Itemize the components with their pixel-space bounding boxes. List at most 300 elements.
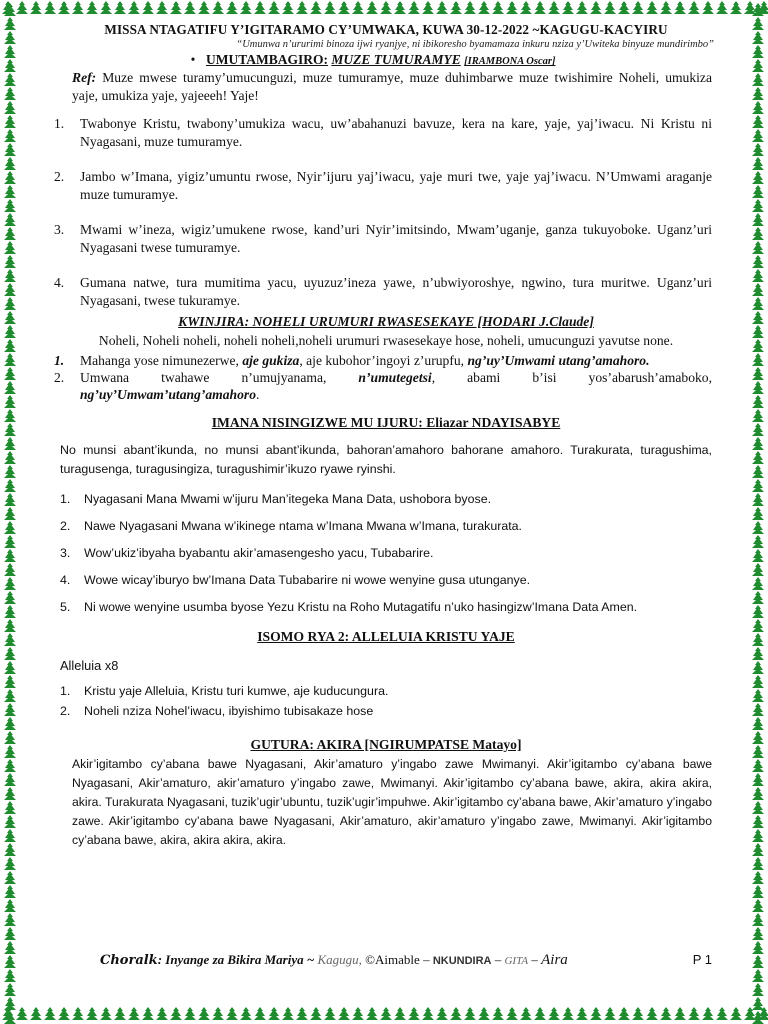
tree-icon (702, 1, 714, 14)
tree-icon (752, 185, 764, 198)
tree-icon (4, 3, 16, 16)
tree-icon (450, 1007, 462, 1020)
section-kwinjira-heading (60, 314, 712, 330)
tree-icon (4, 521, 16, 534)
bullet-icon: • (190, 52, 196, 67)
tree-icon (422, 1007, 434, 1020)
tree-icon (688, 1, 700, 14)
tree-icon (752, 465, 764, 478)
tree-icon (324, 1, 336, 14)
tree-icon (752, 451, 764, 464)
tree-icon (752, 269, 764, 282)
tree-icon (752, 983, 764, 996)
item-text: , aje kubohor’ingoyi z’urupfu, (299, 353, 468, 368)
tree-icon (548, 1, 560, 14)
tree-icon (4, 675, 16, 688)
tree-icon (752, 255, 764, 268)
tree-icon (4, 213, 16, 226)
tree-icon (752, 199, 764, 212)
tree-icon (752, 549, 764, 562)
tree-icon (752, 787, 764, 800)
tree-icon (632, 1007, 644, 1020)
tree-icon (4, 283, 16, 296)
tree-icon (310, 1007, 322, 1020)
document-title: MISSA NTAGATIFU Y’IGITARAMO CY’UMWAKA, KUWA 30-12-2022 ~KAGUGU-KACYIRU (104, 22, 668, 37)
tree-icon (408, 1007, 420, 1020)
tree-icon (4, 927, 16, 940)
tree-icon (752, 997, 764, 1010)
tree-icon (128, 1, 140, 14)
tree-icon (4, 297, 16, 310)
list-item (60, 572, 712, 588)
tree-icon (4, 311, 16, 324)
tree-icon (752, 731, 764, 744)
tree-icon (4, 395, 16, 408)
tree-icon (4, 857, 16, 870)
section-umutambagiro-heading (60, 52, 712, 68)
tree-icon (478, 1007, 490, 1020)
tree-icon (4, 31, 16, 44)
tree-icon (380, 1007, 392, 1020)
item-number: 2. (60, 519, 71, 533)
tree-icon (492, 1007, 504, 1020)
footer-copyright: ©Aimable – (365, 952, 430, 967)
tree-icon (752, 675, 764, 688)
tree-icon (752, 703, 764, 716)
tree-icon (184, 1007, 196, 1020)
tree-icon (338, 1007, 350, 1020)
song-author: [IRAMBONA Oscar] (464, 56, 556, 67)
tree-icon (240, 1007, 252, 1020)
item-text: Gumana natwe, tura mumitima yacu, uyuzuz’ineza yawe, n’ubwiyoroshye, ngwino, tura muritwe. Uganz’uri Nyagasani, twese tukuramye. (80, 275, 712, 308)
tree-icon (752, 843, 764, 856)
tree-icon (4, 87, 16, 100)
tree-icon (268, 1007, 280, 1020)
tree-icon (548, 1007, 560, 1020)
footer-aira: Aira (541, 952, 568, 968)
item-number: 1. (60, 684, 71, 698)
item-number: 1. (60, 492, 71, 506)
tree-icon (752, 969, 764, 982)
tree-icon (4, 143, 16, 156)
tree-icon (4, 549, 16, 562)
item-emphasis: n’umutegetsi (358, 370, 432, 385)
section-heading-text: KWINJIRA: NOHELI URUMURI RWASESEKAYE [HODARI J.Claude] (178, 314, 594, 329)
item-number: 2. (54, 169, 65, 184)
tree-icon (30, 1007, 42, 1020)
tree-icon (4, 703, 16, 716)
tree-icon (562, 1007, 574, 1020)
tree-icon (752, 395, 764, 408)
list-item (54, 274, 712, 310)
item-text: Twabonye Kristu, twabony’umukiza wacu, uw’abahanuzi bavuze, kera na kare, yaje, yaj’iwacu. Ni Kristu ni Nyagasani, muze tumuramye. (80, 116, 712, 149)
tree-icon (752, 157, 764, 170)
tree-icon (4, 423, 16, 436)
tree-icon (4, 269, 16, 282)
tree-icon (128, 1007, 140, 1020)
tree-icon (4, 339, 16, 352)
item-number: 3. (60, 546, 71, 560)
tree-icon (576, 1, 588, 14)
item-text: Nawe Nyagasani Mwana w’ikinege ntama w’Imana Mwana w’Imana, turakurata. (84, 519, 523, 533)
tree-icon (520, 1, 532, 14)
tree-icon (464, 1007, 476, 1020)
list-item (60, 545, 712, 561)
tree-icon (4, 801, 16, 814)
tree-icon (4, 353, 16, 366)
tree-icon (4, 129, 16, 142)
item-text: Wow’ukiz’ibyaha byabantu akir’amasengesho yacu, Tubabarire. (84, 546, 434, 560)
tree-icon (752, 493, 764, 506)
document-subtitle: “Umunwa n’ururimi binoza ijwi ryanjye, ni ibikoresho byamamaza inkuru nziza y’Uwiteka binyuze mundirimbo” (236, 39, 714, 50)
tree-icon (752, 507, 764, 520)
tree-icon (752, 521, 764, 534)
tree-icon (752, 689, 764, 702)
tree-icon (4, 633, 16, 646)
tree-icon (702, 1007, 714, 1020)
section-isomo-heading (60, 629, 712, 645)
tree-icon (4, 689, 16, 702)
tree-icon (752, 857, 764, 870)
imana-list (60, 491, 712, 615)
item-text: Ni wowe wenyine usumba byose Yezu Kristu na Roho Mutagatifu n’uko hasingizw’Imana Data Amen. (84, 600, 638, 614)
tree-icon (436, 1007, 448, 1020)
tree-icon (380, 1, 392, 14)
section-gutura-heading (60, 737, 712, 753)
list-item (54, 168, 712, 204)
tree-icon (4, 605, 16, 618)
tree-icon (4, 199, 16, 212)
tree-icon (492, 1, 504, 14)
footer-gita: GITA (504, 955, 529, 967)
tree-icon (752, 31, 764, 44)
verse-list (54, 115, 712, 310)
tree-icon (86, 1007, 98, 1020)
tree-icon (752, 535, 764, 548)
tree-icon (4, 843, 16, 856)
tree-icon (4, 185, 16, 198)
tree-icon (752, 591, 764, 604)
list-item (60, 683, 712, 699)
tree-icon (752, 129, 764, 142)
tree-icon (44, 1, 56, 14)
tree-icon (752, 437, 764, 450)
tree-icon (4, 815, 16, 828)
tree-icon (100, 1, 112, 14)
item-text: Wowe wicay’iburyo bw’Imana Data Tubabarire ni wowe wenyine gusa utunganye. (84, 573, 531, 587)
tree-icon (752, 773, 764, 786)
tree-icon (660, 1, 672, 14)
tree-icon (310, 1, 322, 14)
tree-icon (114, 1007, 126, 1020)
tree-icon (752, 171, 764, 184)
tree-icon (240, 1, 252, 14)
item-number: 5. (60, 600, 71, 614)
page-footer (100, 952, 712, 969)
tree-icon (534, 1, 546, 14)
tree-icon (4, 885, 16, 898)
tree-icon (752, 1011, 764, 1024)
tree-icon (752, 941, 764, 954)
item-text: , abami b’isi yos’abarush’amaboko, (431, 370, 713, 385)
tree-icon (4, 591, 16, 604)
footer-nkundira: NKUNDIRA (432, 955, 492, 967)
tree-icon (4, 647, 16, 660)
tree-icon (576, 1007, 588, 1020)
tree-icon (752, 101, 764, 114)
tree-icon (170, 1007, 182, 1020)
tree-icon (296, 1007, 308, 1020)
tree-icon (4, 997, 16, 1010)
item-number: 3. (54, 222, 65, 237)
tree-icon (716, 1, 728, 14)
item-text: Umwana twahawe n’umujyanama, (80, 370, 359, 385)
tree-icon (4, 367, 16, 380)
list-item (54, 352, 712, 369)
tree-icon (212, 1007, 224, 1020)
tree-icon (4, 535, 16, 548)
item-number: 2. (60, 704, 71, 718)
tree-icon (752, 927, 764, 940)
isomo-list (60, 683, 712, 719)
list-item (60, 491, 712, 507)
refrain-label: Ref: (72, 70, 97, 85)
tree-icon (752, 829, 764, 842)
tree-icon (646, 1007, 658, 1020)
tree-icon (752, 479, 764, 492)
tree-icon (752, 241, 764, 254)
tree-icon (4, 241, 16, 254)
tree-icon (58, 1, 70, 14)
tree-icon (674, 1, 686, 14)
tree-icon (4, 171, 16, 184)
tree-icon (212, 1, 224, 14)
tree-icon (324, 1007, 336, 1020)
section-intro: Alleluia x8 (60, 658, 119, 673)
tree-icon (4, 493, 16, 506)
tree-icon (282, 1, 294, 14)
tree-icon (688, 1007, 700, 1020)
tree-icon (506, 1, 518, 14)
tree-icon (752, 619, 764, 632)
tree-icon (618, 1, 630, 14)
tree-icon (752, 311, 764, 324)
tree-icon (4, 661, 16, 674)
tree-icon (716, 1007, 728, 1020)
item-number: 1. (54, 116, 65, 131)
tree-icon (352, 1, 364, 14)
tree-icon (752, 885, 764, 898)
item-text: Nyagasani Mana Mwami w’ijuru Man’itegeka Mana Data, ushobora byose. (84, 492, 492, 506)
tree-icon (394, 1007, 406, 1020)
tree-icon (4, 983, 16, 996)
choir-brand: Choralk (100, 953, 158, 968)
item-emphasis: aje gukiza (242, 353, 300, 368)
item-emphasis: ng’uy’Umwam’utang’amahoro (80, 387, 256, 402)
right-tree-border (750, 0, 766, 1024)
tree-icon (100, 1007, 112, 1020)
item-text: Kristu yaje Alleluia, Kristu turi kumwe, aje kuducungura. (84, 684, 389, 698)
tree-icon (752, 423, 764, 436)
tree-icon (752, 213, 764, 226)
tree-icon (752, 871, 764, 884)
tree-icon (752, 563, 764, 576)
tree-icon (752, 577, 764, 590)
tree-icon (226, 1007, 238, 1020)
tree-icon (170, 1, 182, 14)
tree-icon (352, 1007, 364, 1020)
tree-icon (282, 1007, 294, 1020)
tree-icon (226, 1, 238, 14)
tree-icon (4, 507, 16, 520)
tree-icon (752, 283, 764, 296)
tree-icon (366, 1, 378, 14)
tree-icon (4, 759, 16, 772)
item-number: 4. (54, 275, 65, 290)
item-text: Mahanga yose nimunezerwe, (80, 353, 243, 368)
tree-icon (254, 1007, 266, 1020)
tree-icon (4, 731, 16, 744)
list-item (60, 518, 712, 534)
section-heading-text: IMANA NISINGIZWE MU IJURU: Eliazar NDAYISABYE (211, 415, 561, 430)
tree-icon (394, 1, 406, 14)
left-tree-border (2, 0, 18, 1024)
document-page (54, 18, 714, 850)
page-number: P 1 (692, 952, 712, 967)
section-text: Akir’igitambo cy’abana bawe Nyagasani, Akir’amaturo y’ingabo zawe Mwimanyi. Akir’igitambo cy’abana bawe Nyagasani, Akir’amaturo, akir’amaturo y’ingabo zawe, Mwimanyi. Akir’igitambo cy’abana bawe, akira, akira akira, akira. Turakurata Nyagasani, tuzik’ugir’ubuntu, tuzik’ugir’impuhwe. Akir’igitambo cy’abana bawe, Akir’amaturo y’ingabo zawe. Akir’igitambo cy’abana bawe Nyagasani, Akir’amaturo, akir’amaturo y’ingabo zawe, Mwimanyi. Akir’igitambo cy’abana bawe, akira, akira akira, akira. (72, 757, 712, 847)
tree-icon (408, 1, 420, 14)
tree-icon (4, 1011, 16, 1024)
tree-icon (752, 45, 764, 58)
tree-icon (4, 969, 16, 982)
kwinjira-list (54, 352, 713, 403)
tree-icon (4, 381, 16, 394)
tree-icon (752, 367, 764, 380)
tree-icon (30, 1, 42, 14)
tree-icon (730, 1007, 742, 1020)
tree-icon (86, 1, 98, 14)
tree-icon (4, 17, 16, 30)
tree-icon (4, 773, 16, 786)
tree-icon (4, 745, 16, 758)
tree-icon (366, 1007, 378, 1020)
tree-icon (752, 605, 764, 618)
tree-icon (752, 745, 764, 758)
item-number: 4. (60, 573, 71, 587)
tree-icon (752, 955, 764, 968)
item-text: . (256, 387, 260, 402)
tree-icon (752, 73, 764, 86)
tree-icon (752, 409, 764, 422)
tree-icon (4, 829, 16, 842)
tree-icon (114, 1, 126, 14)
tree-icon (422, 1, 434, 14)
tree-icon (198, 1007, 210, 1020)
tree-icon (4, 451, 16, 464)
tree-icon (184, 1, 196, 14)
tree-icon (590, 1, 602, 14)
section-intro: Noheli, Noheli noheli, noheli noheli,noheli urumuri rwasesekaye hose, noheli, umucunguzi yavutse none. (98, 333, 674, 348)
tree-icon (618, 1007, 630, 1020)
tree-icon (4, 255, 16, 268)
tree-icon (752, 381, 764, 394)
section-imana-heading (60, 415, 712, 431)
tree-icon (4, 325, 16, 338)
tree-icon (4, 941, 16, 954)
item-number: 1. (54, 353, 65, 368)
tree-icon (436, 1, 448, 14)
footer-separator: – (494, 952, 502, 967)
list-item (54, 369, 713, 403)
footer-place: Kagugu, (317, 952, 362, 967)
tree-icon (4, 577, 16, 590)
tree-icon (4, 115, 16, 128)
item-number: 2. (54, 370, 65, 385)
tree-icon (268, 1, 280, 14)
tree-icon (590, 1007, 602, 1020)
tree-icon (156, 1, 168, 14)
tree-icon (752, 339, 764, 352)
tree-icon (254, 1, 266, 14)
tree-icon (198, 1, 210, 14)
tree-icon (506, 1007, 518, 1020)
tree-icon (752, 59, 764, 72)
tree-icon (752, 297, 764, 310)
tree-icon (4, 409, 16, 422)
tree-icon (752, 143, 764, 156)
tree-icon (4, 871, 16, 884)
tree-icon (4, 101, 16, 114)
choir-name: : Inyange za Bikira Mariya ~ (157, 952, 315, 967)
tree-icon (478, 1, 490, 14)
section-label: UMUTAMBAGIRO: (206, 52, 328, 67)
tree-icon (338, 1, 350, 14)
tree-icon (4, 479, 16, 492)
tree-icon (72, 1, 84, 14)
tree-icon (4, 955, 16, 968)
tree-icon (4, 717, 16, 730)
tree-icon (464, 1, 476, 14)
tree-icon (72, 1007, 84, 1020)
tree-icon (752, 717, 764, 730)
tree-icon (752, 17, 764, 30)
tree-icon (534, 1007, 546, 1020)
tree-icon (450, 1, 462, 14)
refrain-text: Muze mwese turamy’umucunguzi, muze tumuramye, muze duhimbarwe muze twishimire Noheli, umukiza yaje, umukiza yaje, yajeeeh! Yaje! (72, 70, 712, 103)
tree-icon (4, 563, 16, 576)
list-item (60, 599, 712, 615)
top-tree-border (0, 0, 768, 16)
list-item (54, 221, 712, 257)
section-heading-text: ISOMO RYA 2: ALLELUIA KRISTU YAJE (257, 629, 515, 644)
item-text: Mwami w’ineza, wigiz’umukene rwose, kand’uri Nyir’imitsindo, Mwam’uganje, ganza tukuyoboke. Uganz’uri Nyagasani twese tumuramye. (80, 222, 712, 255)
tree-icon (660, 1007, 672, 1020)
tree-icon (604, 1007, 616, 1020)
item-emphasis: ng’uy’Umwami utang’amahoro. (467, 353, 650, 368)
list-item (54, 115, 712, 151)
tree-icon (4, 45, 16, 58)
tree-icon (752, 913, 764, 926)
tree-icon (752, 87, 764, 100)
tree-icon (4, 619, 16, 632)
tree-icon (142, 1, 154, 14)
tree-icon (520, 1007, 532, 1020)
item-text: Jambo w’Imana, yigiz’umuntu rwose, Nyir’ijuru yaj’iwacu, yaje muri twe, yaje yaj’iwacu. N’Umwami araganje muze tumuramye. (80, 169, 712, 202)
tree-icon (752, 115, 764, 128)
section-intro: No munsi abant’ikunda, no munsi abant’ikunda, bahoran’amahoro bahorane amahoro. Turakurata, turagushima, turagusenga, turagusingiza, turagushimir’ikuzo ryawe ryinshi. (60, 443, 712, 476)
tree-icon (4, 913, 16, 926)
tree-icon (296, 1, 308, 14)
